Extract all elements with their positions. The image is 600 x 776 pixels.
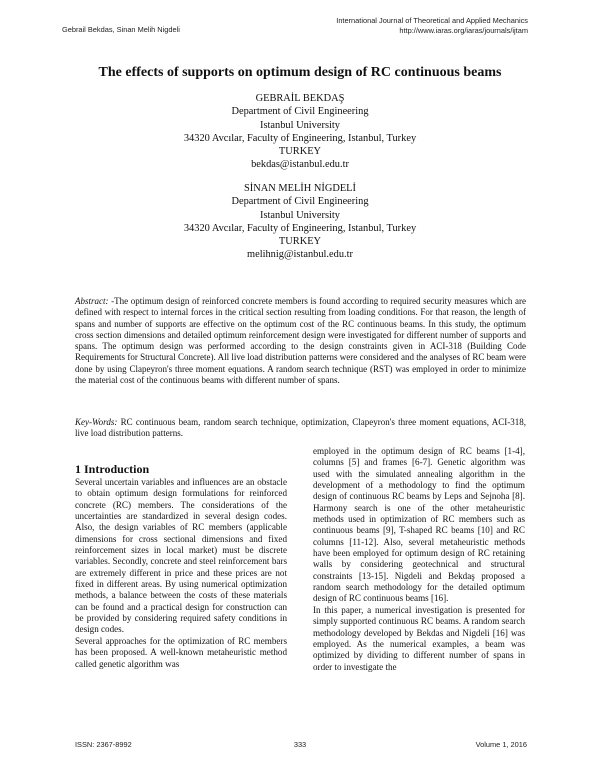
author-university: Istanbul University xyxy=(260,209,340,221)
author-block-1 xyxy=(0,92,600,172)
keywords-text: RC continuous beam, random search technique, optimization, Clapeyron's three moment equations, ACI-318, live load distribution patterns. xyxy=(75,417,526,439)
body-column-left xyxy=(75,477,287,670)
author-block-2 xyxy=(0,182,600,262)
running-header-authors: Gebrail Bekdas, Sinan Melih Nigdeli xyxy=(62,25,180,34)
abstract-label: Abstract: xyxy=(75,296,109,306)
footer-volume: Volume 1, 2016 xyxy=(475,740,527,749)
author-address: 34320 Avcılar, Faculty of Engineering, Istanbul, Turkey xyxy=(183,132,417,144)
author-name: GEBRAİL BEKDAŞ xyxy=(255,93,345,104)
abstract-text: -The optimum design of reinforced concrete members is found according to required security measures which are defined with respect to internal forces in the critical section resulting from loading conditions. For that reason, the length of spans and number of supports are effective on the optimum cost of the RC continuous beams. In this study, the optimum cross section dimensions and detailed optimum reinforcement design were investigated for different number of supports and spans. The optimum design was performed according to the design constraints given in ACI-318 (Building Code Requirements for Structural Concrete). All live load distribution patterns were considered and the analyses of RC beam were done by using Clapeyron's three moment equations. A random search technique (RST) was employed in order to minimize the material cost of the continuous beams with different number of spans. xyxy=(75,296,526,386)
author-department: Department of Civil Engineering xyxy=(231,106,369,118)
paragraph: Several approaches for the optimization of RC members has been proposed. A well-known metaheuristic method called genetic algorithm was xyxy=(75,635,287,669)
author-department: Department of Civil Engineering xyxy=(231,196,369,208)
author-university: Istanbul University xyxy=(260,119,340,131)
author-country: TURKEY xyxy=(278,146,322,158)
abstract xyxy=(75,296,526,386)
keywords xyxy=(75,417,526,440)
footer-page-number: 333 xyxy=(293,740,307,749)
paragraph: Several uncertain variables and influences are an obstacle to obtain optimum design formulations for reinforced concrete (RC) members. The considerations of the uncertainties are standardized in several design codes. Also, the design variables of RC members (applicable dimensions for cross sectional dimensions and fixed reinforcement sizes in local market) must be discrete variables. Secondly, concrete and steel reinforcement bars are extremely different in price and these prices are not fixed in different areas. By using numerical optimization methods, a balance between the costs of these materials can be found and a practical design for construction can be provided by considering required safety conditions in design codes. xyxy=(75,477,287,635)
paragraph: employed in the optimum design of RC beams [1-4], columns [5] and frames [6-7]. Genetic algorithm was used with the simulated annealing algorithm in the development of a methodology to find the optimum design of continuous RC beams by Leps and Sejnoha [8]. Harmony search is one of the other metaheuristic methods used in optimization of RC members such as continuous beams [9], T-shaped RC beams [10] and RC columns [11-12]. Also, several metaheuristic methods have been employed for optimum design of RC retaining walls by considering geotechnical and structural constraints [13-15]. Nigdeli and Bekdaş proposed a random search methodology for the detailed optimum design of RC continuous beams [16]. xyxy=(313,446,525,604)
author-address: 34320 Avcılar, Faculty of Engineering, Istanbul, Turkey xyxy=(183,222,417,234)
journal-name: International Journal of Theoretical and Applied Mechanics xyxy=(336,16,528,25)
author-email[interactable]: bekdas@istanbul.edu.tr xyxy=(251,159,349,171)
paragraph: In this paper, a numerical investigation is presented for simply supported continuous RC beams. A random search methodology developed by Bekdas and Nigdeli [16] was employed. As the numerical examples, a beam was optimized by dividing to different number of spans in order to investigate the xyxy=(313,604,525,672)
section-heading-introduction: 1 Introduction xyxy=(75,462,150,476)
author-email[interactable]: melihnig@istanbul.edu.tr xyxy=(247,249,353,261)
author-name: SİNAN MELİH NİGDELİ xyxy=(244,183,356,194)
paper-title: The effects of supports on optimum design of RC continuous beams xyxy=(98,65,502,80)
body-column-right xyxy=(313,446,525,673)
footer-issn: ISSN: 2367-8992 xyxy=(75,740,132,749)
running-header-journal xyxy=(336,16,528,36)
journal-url[interactable]: http://www.iaras.org/iaras/journals/ijtam xyxy=(399,26,528,35)
author-country: TURKEY xyxy=(278,236,322,248)
keywords-label: Key-Words: xyxy=(75,417,118,427)
